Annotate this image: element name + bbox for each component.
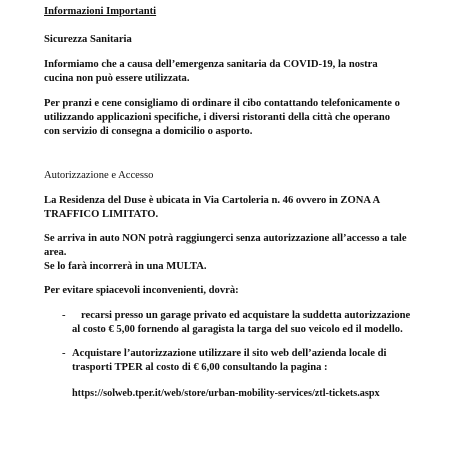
access-paragraph-1-line-1: La Residenza del Duse è ubicata in Via Cartoleria n. 46 ovvero in ZONA A (44, 195, 381, 206)
bullet-2-line-2: trasporti TPER al costo di € 6,00 consultando la pagina : (72, 362, 328, 373)
bullet-2-line-1: Acquistare l’autorizzazione utilizzare il sito web dell’azienda locale di (72, 348, 387, 359)
document-title: Informazioni Importanti (44, 6, 157, 17)
tper-url-link[interactable]: https://solweb.tper.it/web/store/urban-mobility-services/ztl-tickets.aspx (72, 388, 380, 399)
health-paragraph-2-line-1: Per pranzi e cene consigliamo di ordinare il cibo contattando telefonicamente o (44, 98, 400, 109)
section-heading-health: Sicurezza Sanitaria (44, 34, 132, 45)
access-paragraph-2-line-2: area. (44, 247, 67, 258)
list-bullet-dash: - (62, 310, 66, 321)
bullet-1-line-2: al costo € 5,00 fornendo al garagista la targa del suo veicolo ed il modello. (72, 324, 403, 335)
health-paragraph-1-line-1: Informiamo che a causa dell’emergenza sanitaria da COVID-19, la nostra (44, 59, 378, 70)
health-paragraph-2-line-2: utilizzando applicazioni specifiche, i diversi ristoranti della città che operano (44, 112, 391, 123)
list-bullet-dash: - (62, 348, 66, 359)
bullet-1-line-1: recarsi presso un garage privato ed acquistare la suddetta autorizzazione (81, 310, 411, 321)
section-heading-access: Autorizzazione e Accesso (44, 170, 154, 181)
access-paragraph-2-line-3: Se lo farà incorrerà in una MULTA. (44, 261, 207, 272)
access-paragraph-3: Per evitare spiacevoli inconvenienti, dovrà: (44, 285, 239, 296)
access-paragraph-1-line-2: TRAFFICO LIMITATO. (44, 209, 159, 220)
access-paragraph-2-line-1: Se arriva in auto NON potrà raggiungerci senza autorizzazione all’accesso a tale (44, 233, 407, 244)
health-paragraph-2-line-3: con servizio di consegna a domicilio o asporto. (44, 126, 253, 137)
health-paragraph-1-line-2: cucina non può essere utilizzata. (44, 73, 190, 84)
